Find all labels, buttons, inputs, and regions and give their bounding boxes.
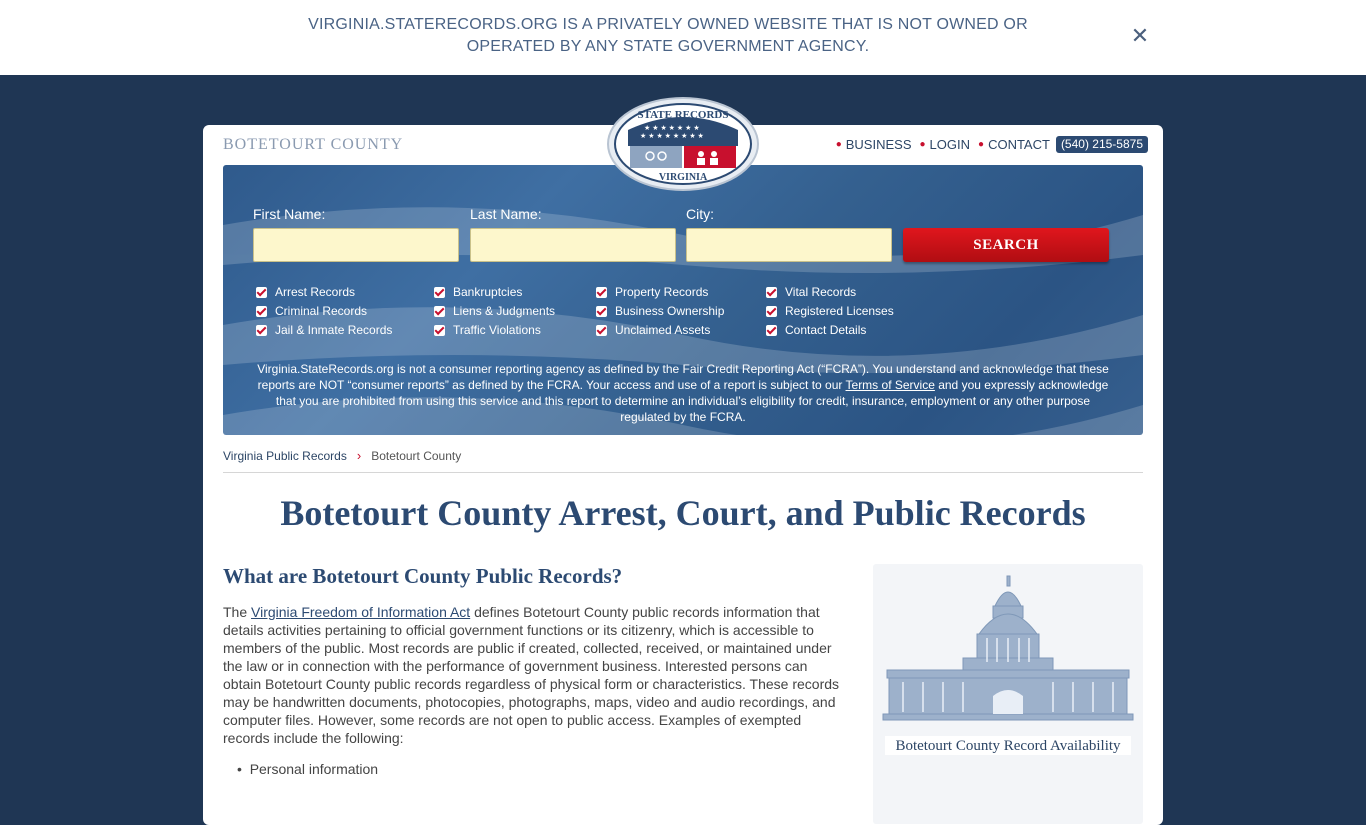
disclaimer-text-2: and you expressly acknowledge that you are prohibited from using this service and this report to determine an individual’s eligibility for credit, insurance, employment or any other purpose regulated by the FCRA. bbox=[275, 378, 1109, 424]
checkbox-label: Unclaimed Assets bbox=[615, 323, 711, 337]
checkbox-label: Contact Details bbox=[785, 323, 867, 337]
svg-text:★ ★ ★ ★ ★ ★ ★ ★: ★ ★ ★ ★ ★ ★ ★ ★ bbox=[640, 133, 704, 140]
breadcrumb bbox=[223, 448, 461, 463]
checkbox-checked-icon bbox=[256, 306, 267, 317]
divider bbox=[223, 472, 1143, 473]
bullet-icon: ● bbox=[978, 139, 985, 150]
checkbox-checked-icon bbox=[256, 325, 267, 336]
checkbox-label: Criminal Records bbox=[275, 304, 368, 318]
banner-line-1: VIRGINIA.STATERECORDS.ORG IS A PRIVATELY OWNED WEBSITE THAT IS NOT OWNED OR bbox=[308, 16, 1028, 33]
city-input[interactable] bbox=[686, 228, 892, 262]
checkbox-label: Vital Records bbox=[785, 285, 857, 299]
last-name-label: Last Name: bbox=[470, 206, 542, 222]
checkbox-label: Registered Licenses bbox=[785, 304, 894, 318]
checkbox-checked-icon bbox=[256, 287, 267, 298]
nav-business[interactable] bbox=[836, 137, 912, 152]
sidebar-caption: Botetourt County Record Availability bbox=[885, 736, 1131, 755]
checkbox-checked-icon bbox=[766, 325, 777, 336]
search-button[interactable]: SEARCH bbox=[903, 228, 1109, 262]
checkbox-jail-inmate-records[interactable] bbox=[256, 322, 392, 338]
capitol-building-icon bbox=[883, 572, 1133, 724]
nav-login-label: LOGIN bbox=[929, 137, 971, 152]
intro-paragraph bbox=[223, 603, 843, 747]
checkbox-liens-judgments[interactable] bbox=[434, 303, 555, 319]
checkbox-criminal-records[interactable] bbox=[256, 303, 367, 319]
checkbox-checked-icon bbox=[434, 287, 445, 298]
disclaimer-text-1: Virginia.StateRecords.org is not a consumer reporting agency as defined by the Fair Credit Reporting Act (“FCRA”). You understand and acknowledge that these reports are NOT “consumer reports” as defined by the FCRA. Your access and use of a report is subject to our bbox=[257, 362, 1109, 392]
last-name-input[interactable] bbox=[470, 228, 676, 262]
section-heading: What are Botetourt County Public Records? bbox=[223, 564, 623, 588]
nav-login[interactable] bbox=[920, 137, 971, 152]
para-rest: defines Botetourt County public records information that details activities pertaining to official government functions or its citizenry, which is accessible to members of the public. Most records are public if created, collected, received, or maintained under the law or in connection with the performance of government business. Interested persons can obtain Botetourt County public records regardless of physical form or characteristics. These records may be handwritten documents, photocopies, photographs, maps, video and audio recordings, and computer files. However, some records are not open to public access. Examples of exempted records include the following: bbox=[223, 604, 840, 746]
bullet-icon: ● bbox=[919, 139, 926, 150]
close-icon[interactable]: ✕ bbox=[1130, 23, 1150, 48]
checkbox-label: Traffic Violations bbox=[453, 323, 541, 337]
para-prefix: The bbox=[223, 604, 252, 620]
chevron-right-icon: › bbox=[356, 448, 362, 463]
banner-line-2: OPERATED BY ANY STATE GOVERNMENT AGENCY. bbox=[466, 38, 870, 55]
breadcrumb-virginia-public-records[interactable]: Virginia Public Records bbox=[223, 448, 347, 463]
svg-text:★ ★ ★ ★ ★ ★ ★: ★ ★ ★ ★ ★ ★ ★ bbox=[644, 125, 700, 132]
checkbox-label: Property Records bbox=[615, 285, 709, 299]
checkbox-registered-licenses[interactable] bbox=[766, 303, 894, 319]
first-name-label: First Name: bbox=[253, 206, 326, 222]
checkbox-arrest-records[interactable] bbox=[256, 284, 355, 300]
nav-business-label: BUSINESS bbox=[845, 137, 912, 152]
list-item-label: Personal information bbox=[249, 761, 379, 777]
state-records-logo[interactable] bbox=[606, 96, 760, 192]
breadcrumb-current: Botetourt County bbox=[371, 448, 462, 463]
checkbox-unclaimed-assets[interactable] bbox=[596, 322, 710, 338]
county-label: BOTETOURT COUNTY bbox=[223, 136, 404, 153]
checkbox-vital-records[interactable] bbox=[766, 284, 856, 300]
list-item: • Personal information bbox=[237, 761, 379, 777]
search-panel bbox=[223, 165, 1143, 435]
phone-badge[interactable]: (540) 215-5875 bbox=[1056, 136, 1148, 153]
top-nav bbox=[828, 136, 1148, 153]
checkbox-checked-icon bbox=[596, 325, 607, 336]
checkbox-checked-icon bbox=[766, 287, 777, 298]
checkbox-property-records[interactable] bbox=[596, 284, 708, 300]
checkbox-checked-icon bbox=[434, 325, 445, 336]
checkbox-label: Bankruptcies bbox=[453, 285, 523, 299]
checkbox-bankruptcies[interactable] bbox=[434, 284, 522, 300]
checkbox-contact-details[interactable] bbox=[766, 322, 866, 338]
checkbox-checked-icon bbox=[766, 306, 777, 317]
record-availability-sidebar bbox=[873, 564, 1143, 824]
bullet-icon: ● bbox=[835, 139, 842, 150]
first-name-input[interactable] bbox=[253, 228, 459, 262]
checkbox-label: Business Ownership bbox=[615, 304, 725, 318]
terms-of-service-link[interactable]: Terms of Service bbox=[845, 378, 935, 392]
foia-link[interactable]: Virginia Freedom of Information Act bbox=[251, 604, 471, 620]
nav-contact[interactable] bbox=[978, 137, 1050, 152]
checkbox-label: Jail & Inmate Records bbox=[275, 323, 393, 337]
logo-top-text: STATE RECORDS bbox=[637, 109, 729, 121]
nav-contact-label: CONTACT bbox=[988, 137, 1050, 152]
checkbox-checked-icon bbox=[596, 306, 607, 317]
checkbox-traffic-violations[interactable] bbox=[434, 322, 541, 338]
checkbox-label: Liens & Judgments bbox=[453, 304, 556, 318]
logo-bottom-text: VIRGINIA bbox=[658, 172, 708, 183]
fcra-disclaimer bbox=[253, 361, 1113, 425]
page-title: Botetourt County Arrest, Court, and Public Records bbox=[280, 493, 1086, 533]
banner-text bbox=[300, 14, 1036, 58]
checkbox-checked-icon bbox=[434, 306, 445, 317]
main-card bbox=[203, 125, 1163, 825]
city-label: City: bbox=[686, 206, 714, 222]
checkbox-checked-icon bbox=[596, 287, 607, 298]
checkbox-business-ownership[interactable] bbox=[596, 303, 724, 319]
checkbox-label: Arrest Records bbox=[275, 285, 356, 299]
disclaimer-banner bbox=[0, 0, 1366, 75]
